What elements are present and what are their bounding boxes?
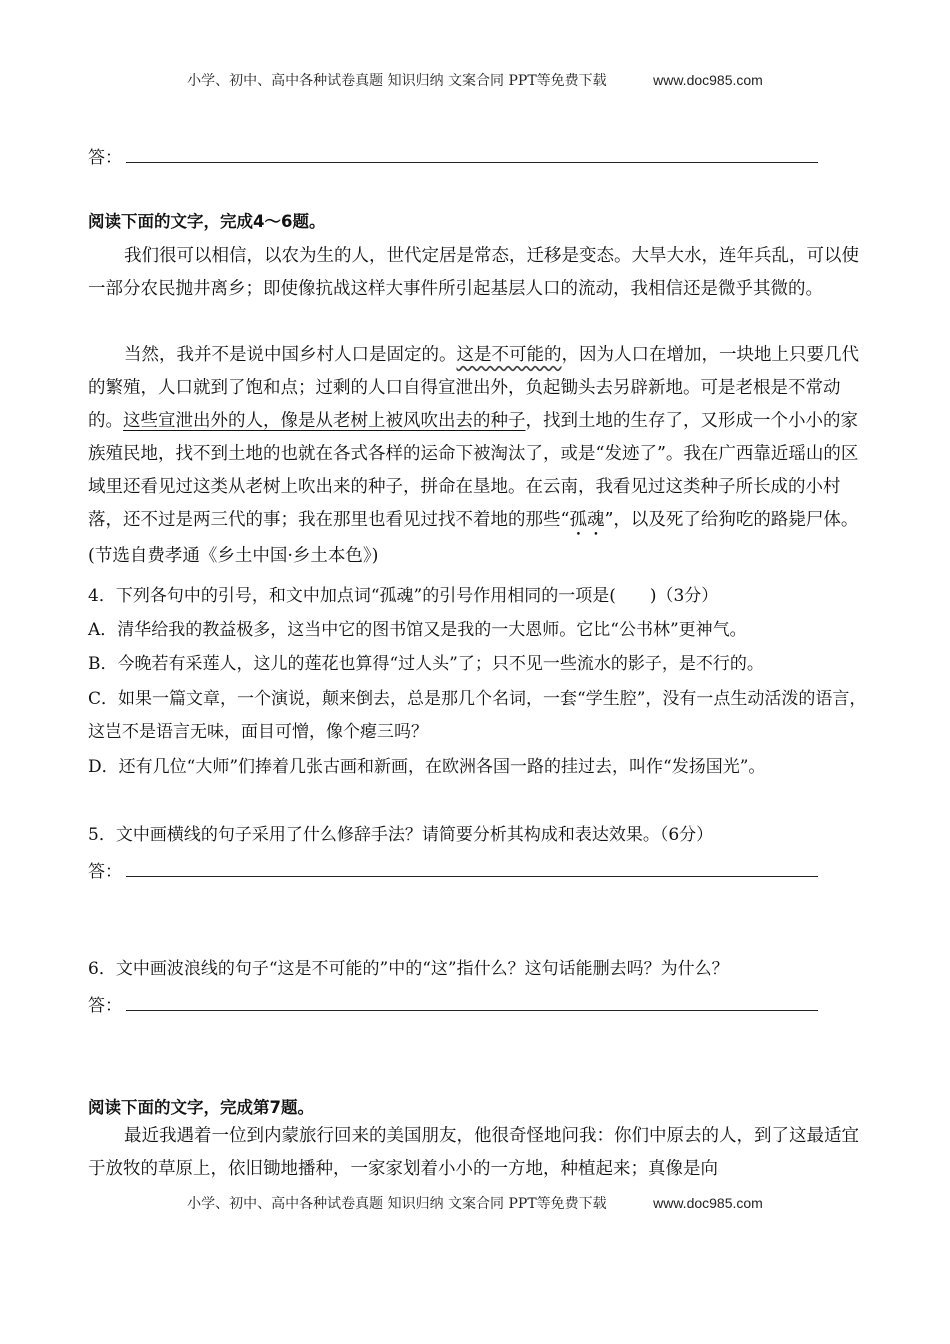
answer-label: 答： bbox=[88, 148, 122, 168]
header-site-link[interactable]: www.doc985.com bbox=[653, 72, 763, 88]
question-4-option-c: C．如果一篇文章，一个演说，颠来倒去，总是那几个名词，一套“学生腔”，没有一点生动活泼的语言，这岂不是语言无味，面目可憎，像个瘪三吗？ bbox=[88, 689, 867, 742]
question-4-stem: 4．下列各句中的引号，和文中加点词“孤魂”的引号作用相同的一项是( )（3分） bbox=[88, 586, 719, 606]
footer-text: 小学、初中、高中各种试卷真题 知识归纳 文案合同 PPT等免费下载 bbox=[187, 1196, 607, 1212]
p2-text-a: 当然，我并不是说中国乡村人口是固定的。 bbox=[124, 345, 457, 365]
footer-site-link[interactable]: www.doc985.com bbox=[653, 1195, 763, 1211]
question-5-stem: 5．文中画横线的句子采用了什么修辞手法？请简要分析其构成和表达效果。（6分） bbox=[88, 825, 714, 845]
answer-line-q6 bbox=[88, 992, 818, 1018]
answer-line-q3 bbox=[88, 144, 818, 170]
question-4-option-d: D．还有几位“大师”们捧着几张古画和新画，在欧洲各国一路的挂过去，叫作“发扬国光”。 bbox=[88, 757, 766, 777]
header-text: 小学、初中、高中各种试卷真题 知识归纳 文案合同 PPT等免费下载 bbox=[187, 73, 607, 89]
answer-line-q5 bbox=[88, 858, 818, 884]
section1-paragraph-1: 我们很可以相信，以农为生的人，世代定居是常态，迁移是变态。大旱大水，连年兵乱，可以使一部分农民抛井离乡；即使像抗战这样大事件所引起基层人口的流动，我相信还是微乎其微的。 bbox=[88, 246, 859, 299]
wavy-underlined-sentence: 这是不可能的 bbox=[456, 345, 562, 365]
answer-blank[interactable] bbox=[126, 144, 818, 163]
section2-paragraph-1: 最近我遇着一位到内蒙旅行回来的美国朋友，他很奇怪地问我：你们中原去的人，到了这最适宜于放牧的草原上，依旧锄地播种，一家家划着小小的一方地，种植起来；真像是向 bbox=[88, 1126, 859, 1179]
answer-label: 答： bbox=[88, 862, 122, 882]
question-4-option-a: A．清华给我的教益极多，这当中它的图书馆又是我的一大恩师。它比“公书林”更神气。 bbox=[88, 620, 747, 640]
question-4-option-b: B．今晚若有采莲人，这儿的莲花也算得“过人头”了；只不见一些流水的影子，是不行的。 bbox=[88, 654, 764, 674]
section1-heading: 阅读下面的文字，完成4～6题。 bbox=[88, 212, 326, 231]
page-footer bbox=[0, 1193, 950, 1213]
p2-text-b: ，因为人口在增加，一块地上只要几代的繁殖，人口就到了饱和点；过剩的人口自得宣泄出外，负起锄头去另辟新地。可是老根是不常动的。 bbox=[88, 345, 859, 431]
p2-text-c: ，找到土地的生存了，又形成一个小小的家族殖民地，找不到土地的也就在各式各样的运命下被淘汰了，或是“发迹了”。我在广西靠近瑶山的区域里还看见过这类从老树上吹出来的种子，拼命在垦地。在云南，我看见过这类种子所长成的小村落，还不过是两三代的事；我在那里也看见过找不着地的那些“ bbox=[88, 411, 859, 530]
underlined-sentence: 这些宣泄出外的人，像是从老树上被风吹出去的种子 bbox=[123, 411, 526, 431]
answer-label: 答： bbox=[88, 996, 122, 1016]
question-6-stem: 6．文中画波浪线的句子“这是不可能的”中的“这”指什么？这句话能删去吗？为什么？ bbox=[88, 959, 729, 979]
answer-blank[interactable] bbox=[126, 858, 818, 877]
answer-blank[interactable] bbox=[126, 992, 818, 1011]
page-header bbox=[0, 70, 950, 90]
p2-text-d: ”，以及死了给狗吃的路毙尸体。(节选自费孝通《乡土中国·乡土本色》) bbox=[88, 510, 859, 566]
section2-heading: 阅读下面的文字，完成第7题。 bbox=[88, 1098, 314, 1117]
section1-paragraph-2 bbox=[88, 339, 868, 573]
dotted-word: 孤魂 bbox=[569, 510, 605, 530]
